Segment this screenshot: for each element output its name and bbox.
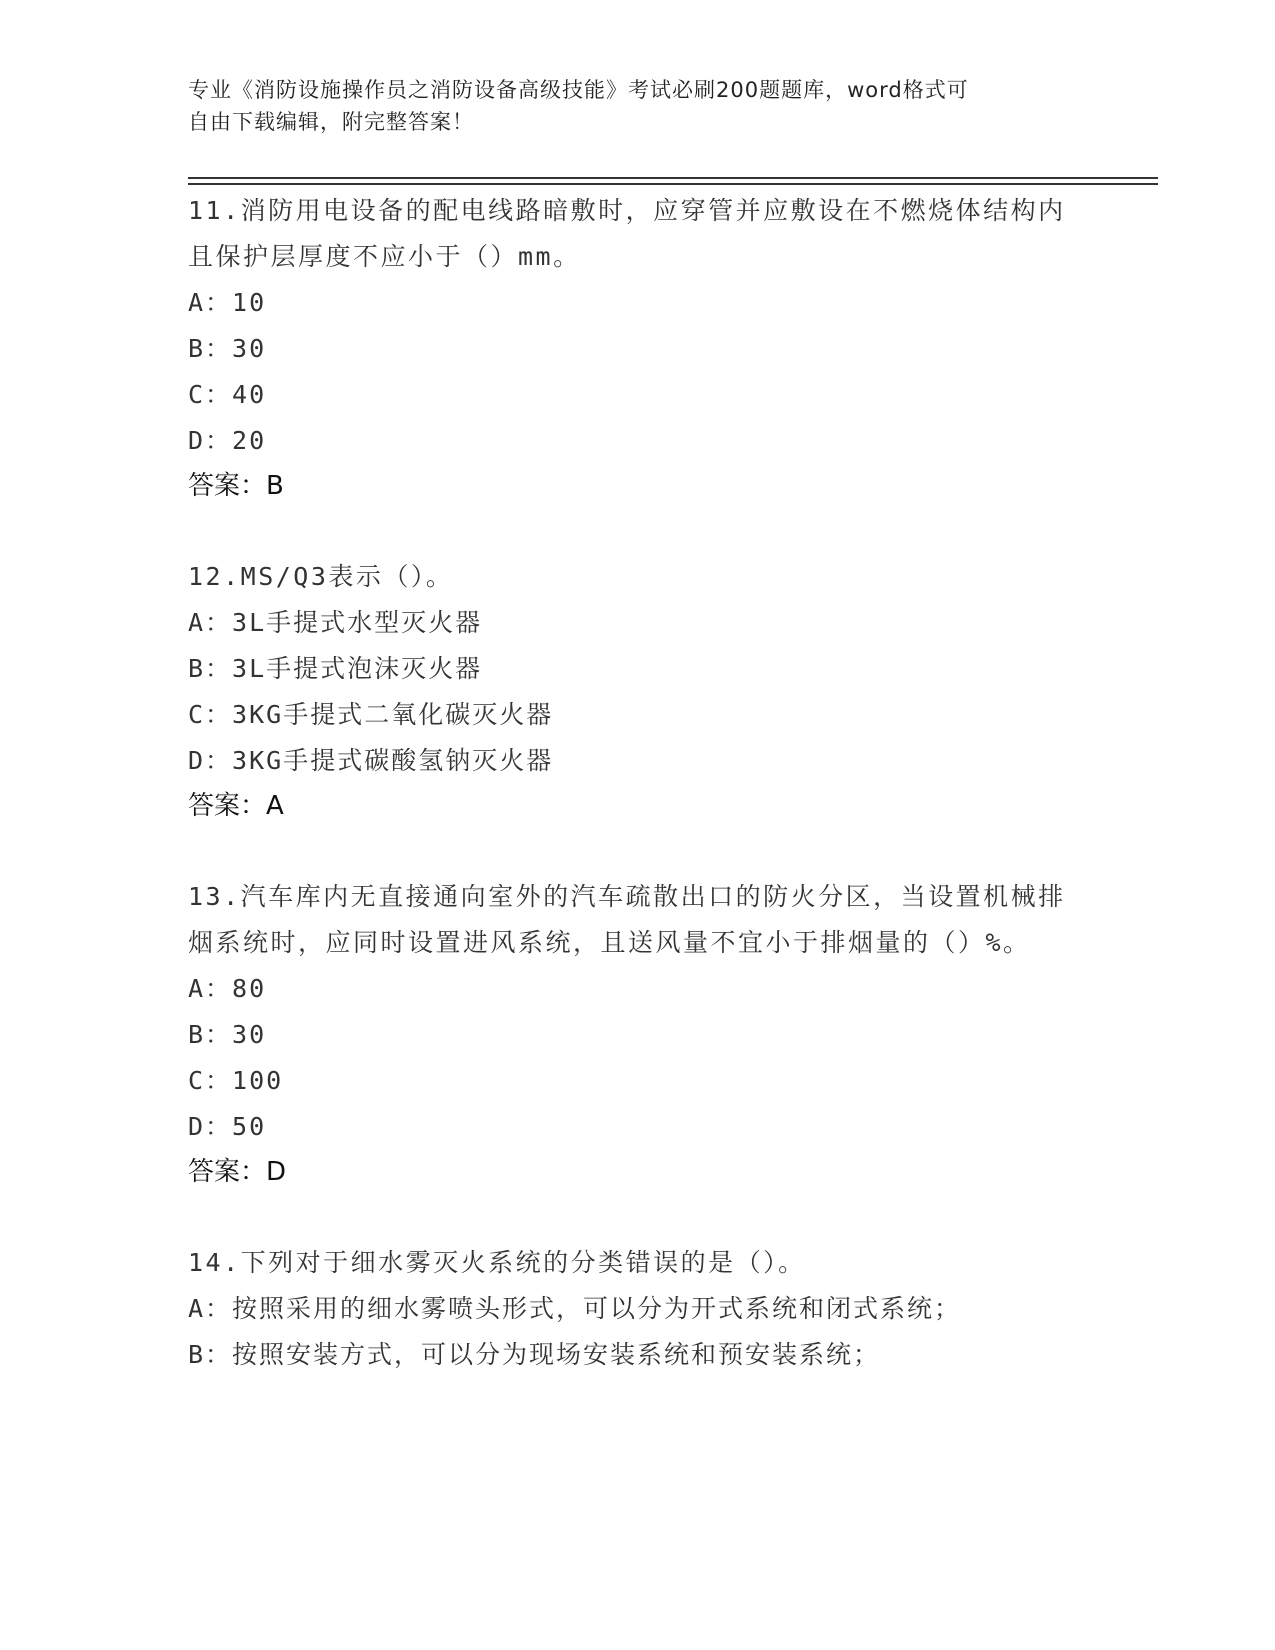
question-list xyxy=(188,188,1088,1378)
option-c: C：100 xyxy=(188,1066,284,1095)
option-b: B：3L手提式泡沫灭火器 xyxy=(188,654,483,683)
option-b: B：按照安装方式，可以分为现场安装系统和预安装系统； xyxy=(188,1340,881,1369)
header-divider-bottom xyxy=(188,183,1158,185)
question-12 xyxy=(188,554,1088,828)
option-c: C：40 xyxy=(188,380,267,409)
option-c: C：3KG手提式二氧化碳灭火器 xyxy=(188,700,554,729)
header-line-1: 专业《消防设施操作员之消防设备高级技能》考试必刷200题题库，word格式可 xyxy=(188,78,969,102)
option-b: B：30 xyxy=(188,1020,267,1049)
answer: 答案：A xyxy=(188,791,284,821)
header-line-2: 自由下载编辑，附完整答案！ xyxy=(188,110,474,134)
answer: 答案：B xyxy=(188,471,284,501)
answer: 答案：D xyxy=(188,1157,287,1187)
option-a: A：3L手提式水型灭火器 xyxy=(188,608,483,637)
question-text: 13.汽车库内无直接通向室外的汽车疏散出口的防火分区，当设置机械排烟系统时，应同时设置进风系统，且送风量不宜小于排烟量的（）%。 xyxy=(188,882,1066,957)
option-d: D：20 xyxy=(188,426,267,455)
question-text: 12.MS/Q3表示（）。 xyxy=(188,562,454,591)
question-13 xyxy=(188,874,1088,1194)
option-d: D：3KG手提式碳酸氢钠灭火器 xyxy=(188,746,554,775)
option-a: A：80 xyxy=(188,974,267,1003)
document-header xyxy=(188,74,1088,138)
option-d: D：50 xyxy=(188,1112,267,1141)
header-divider-top xyxy=(188,177,1158,179)
question-text: 14.下列对于细水雾灭火系统的分类错误的是（）。 xyxy=(188,1248,806,1277)
question-11 xyxy=(188,188,1088,508)
option-a: A：10 xyxy=(188,288,267,317)
option-a: A：按照采用的细水雾喷头形式，可以分为开式系统和闭式系统； xyxy=(188,1294,962,1323)
question-text: 11.消防用电设备的配电线路暗敷时，应穿管并应敷设在不燃烧体结构内且保护层厚度不应小于（）mm。 xyxy=(188,196,1066,271)
question-14 xyxy=(188,1240,1088,1378)
option-b: B：30 xyxy=(188,334,267,363)
